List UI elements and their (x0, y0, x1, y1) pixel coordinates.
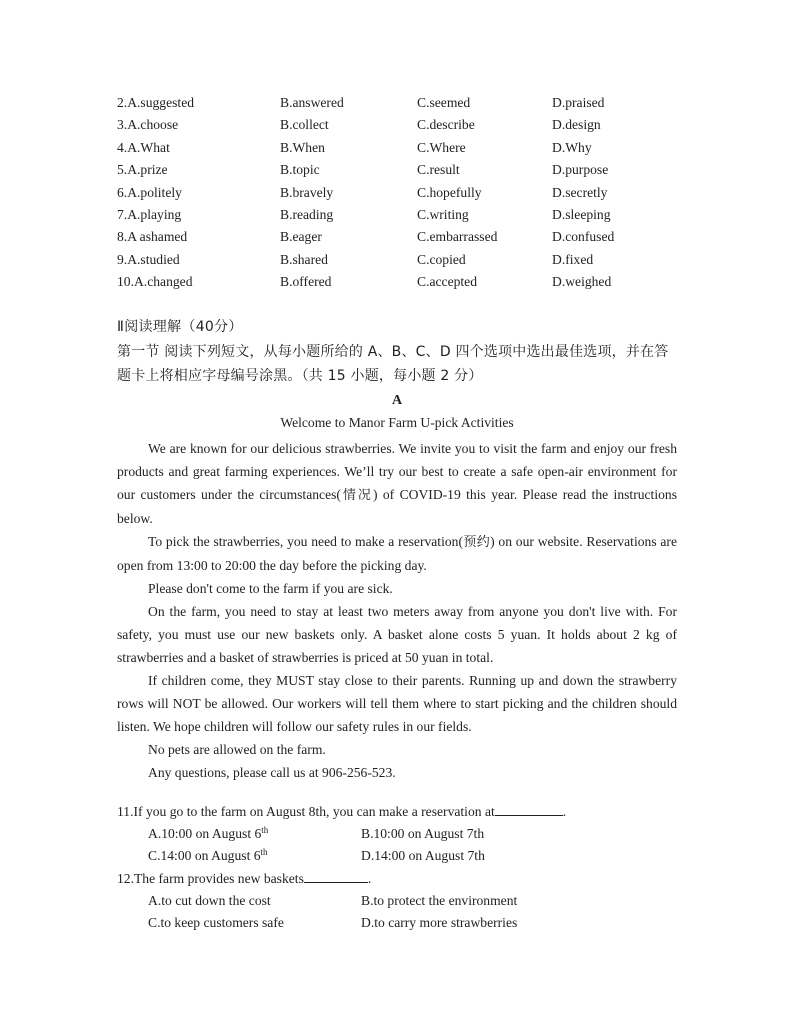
question-11-option-b[interactable]: B.10:00 on August 7th (361, 826, 485, 841)
option-a[interactable]: 6.A.politely (117, 184, 182, 200)
paragraph-5: If children come, they MUST stay close to their parents. Running up and down the strawberry rows will NOT be allowed. Our workers will tell them where to start picking and the children should listen. We hope children will follow our safety rules in our fields. (117, 673, 677, 734)
cloze-option-row (117, 249, 677, 271)
option-d[interactable]: D.purpose (552, 162, 609, 178)
option-d[interactable]: D.weighed (552, 274, 612, 290)
option-b[interactable]: B.When (280, 139, 325, 155)
question-11-option-d[interactable]: D.14:00 on August 7th (361, 848, 485, 863)
cloze-option-row (117, 226, 677, 248)
paragraph-1: We are known for our delicious strawberries. We invite you to visit the farm and enjoy our fresh products and great farming experiences. We’ll try our best to create a safe open-air environment for our customers under the circumstances(情况) of COVID-19 this year. Please read the instructions below. (117, 441, 677, 526)
option-d[interactable]: D.confused (552, 229, 615, 245)
option-a[interactable]: 4.A.What (117, 139, 170, 155)
option-a[interactable]: 9.A.studied (117, 251, 180, 267)
cloze-option-row (117, 204, 677, 226)
option-b[interactable]: B.shared (280, 251, 328, 267)
question-11-option-a[interactable]: A.10:00 on August 6th (148, 825, 269, 841)
cloze-option-row (117, 114, 677, 136)
option-c[interactable]: C.copied (417, 251, 466, 267)
option-a[interactable]: 7.A.playing (117, 206, 182, 222)
cloze-option-row (117, 271, 677, 293)
passage-title: Welcome to Manor Farm U-pick Activities (280, 415, 514, 430)
option-d[interactable]: D.fixed (552, 251, 594, 267)
cloze-option-row (117, 137, 677, 159)
option-b[interactable]: B.offered (280, 274, 332, 290)
option-d[interactable]: D.Why (552, 139, 592, 155)
paragraph-2: To pick the strawberries, you need to make a reservation(预约) on our website. Reservations are open from 13:00 to 20:00 the day before the picking day. (117, 534, 677, 573)
option-c[interactable]: C.accepted (417, 274, 478, 290)
answer-blank[interactable] (304, 869, 368, 883)
option-a[interactable]: 8.A ashamed (117, 229, 188, 245)
option-b[interactable]: B.collect (280, 117, 329, 133)
option-b[interactable]: B.answered (280, 95, 344, 110)
option-c[interactable]: C.describe (417, 117, 475, 133)
option-a[interactable]: 2.A.suggested (117, 95, 195, 110)
option-b[interactable]: B.eager (280, 229, 322, 245)
option-c[interactable]: C.result (417, 162, 460, 178)
option-b[interactable]: B.bravely (280, 184, 334, 200)
cloze-option-row (117, 92, 677, 114)
option-d[interactable]: D.secretly (552, 184, 608, 200)
option-a[interactable]: 3.A.choose (117, 117, 179, 133)
question-11-option-c[interactable]: C.14:00 on August 6th (148, 847, 268, 863)
section-title: Ⅱ阅读理解（40分） (117, 319, 243, 335)
question-12-option-b[interactable]: B.to protect the environment (361, 893, 518, 908)
option-a[interactable]: 10.A.changed (117, 274, 193, 290)
question-12-option-d[interactable]: D.to carry more strawberries (361, 915, 518, 930)
option-c[interactable]: C.embarrassed (417, 229, 498, 245)
option-b[interactable]: B.topic (280, 162, 320, 178)
answer-blank[interactable] (495, 802, 563, 816)
section-instruction: 第一节 阅读下列短文，从每小题所给的 A、B、C、D 四个选项中选出最佳选项，并在答题卡上将相应字母编号涂黑。（共 15 小题，每小题 2 分） (117, 344, 669, 384)
option-c[interactable]: C.hopefully (417, 184, 482, 200)
option-b[interactable]: B.reading (280, 206, 334, 222)
option-d[interactable]: D.design (552, 117, 601, 133)
question-12-stem: 12.The farm provides new baskets . (117, 871, 372, 886)
question-12-option-a[interactable]: A.to cut down the cost (148, 893, 271, 908)
cloze-option-row (117, 159, 677, 181)
question-12-option-c[interactable]: C.to keep customers safe (148, 915, 284, 930)
paragraph-7: Any questions, please call us at 906-256-523. (148, 765, 396, 780)
option-c[interactable]: C.writing (417, 206, 469, 222)
option-c[interactable]: C.Where (417, 139, 466, 155)
option-d[interactable]: D.sleeping (552, 206, 611, 222)
paragraph-4: On the farm, you need to stay at least two meters away from anyone you don't live with. For safety, you must use our new baskets only. A basket alone costs 5 yuan. It holds about 2 kg of strawberries and a basket of strawberries is priced at 50 yuan in total. (117, 604, 677, 665)
cloze-options-table (117, 92, 677, 294)
paragraph-6: No pets are allowed on the farm. (148, 742, 326, 757)
question-11-stem: 11.If you go to the farm on August 8th, you can make a reservation at . (117, 804, 567, 819)
paragraph-3: Please don't come to the farm if you are sick. (148, 581, 393, 596)
option-a[interactable]: 5.A.prize (117, 162, 168, 178)
option-d[interactable]: D.praised (552, 95, 605, 110)
option-c[interactable]: C.seemed (417, 95, 471, 110)
passage-letter: A (391, 393, 403, 408)
passage-body (117, 437, 677, 784)
cloze-option-row (117, 182, 677, 204)
